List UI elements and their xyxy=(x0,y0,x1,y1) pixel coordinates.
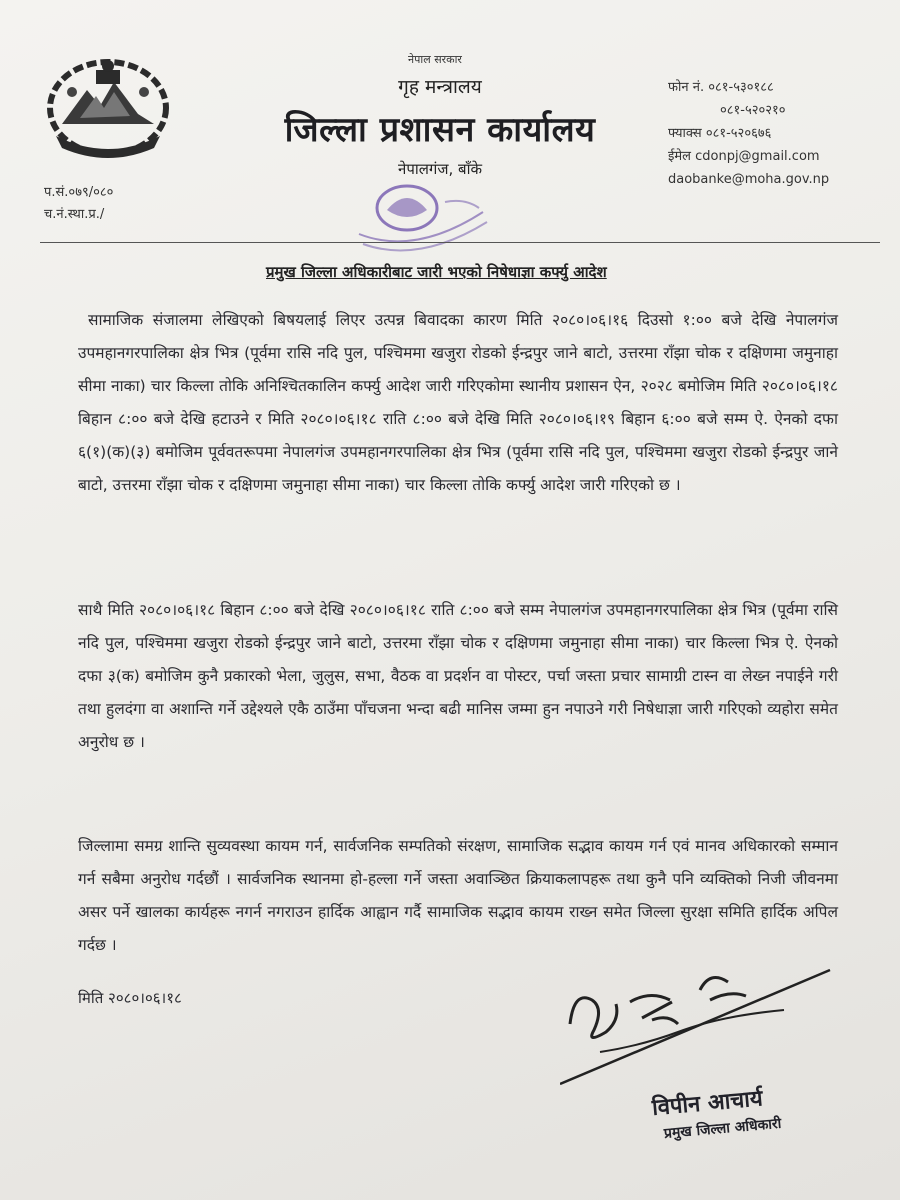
letterhead xyxy=(230,52,650,179)
email-1: ईमेल cdonpj@gmail.com xyxy=(668,149,820,164)
office-stamp-icon xyxy=(345,172,495,264)
paragraph-1: सामाजिक संजालमा लेखिएको बिषयलाई लिएर उत्पन्न बिवादका कारण मिति २०८०।०६।१६ दिउसो १:०० बजे देखि नेपालगंज उपमहानगरपालिका क्षेत्र भित्र (पूर्वमा रासि नदि पुल, पश्चिममा खजुरा रोडको ईन्द्रपुर जाने बाटो, उत्तरमा राँझा चोक र दक्षिणमा जमुनाहा सीमा नाका) चार किल्ला तोकि अनिश्चितकालिन कर्फ्यु आदेश जारी गरिएकोमा स्थानीय प्रशासन ऐन, २०२८ बमोजिम मिति २०८०।०६।१८ बिहान ८:०० बजे देखि हटाउने र मिति २०८०।०६।१८ राति ८:०० बजे देखि मिति २०८०।०६।१९ बिहान ६:०० बजे सम्म ऐ. ऐनको दफा ६(१)(क)(३) बमोजिम पूर्ववतरूपमा नेपालगंज उपमहानगरपालिका क्षेत्र भित्र (पूर्वमा रासि नदि पुल, पश्चिममा खजुरा रोडको ईन्द्रपुर जाने बाटो, उत्तरमा राँझा चोक र दक्षिणमा जमुनाहा सीमा नाका) चार किल्ला तोकि कर्फ्यु आदेश जारी गरिएको छ । xyxy=(78,310,838,494)
issue-date: मिति २०८०।०६।१८ xyxy=(78,989,182,1007)
reference-block xyxy=(44,182,113,226)
email-2: daobanke@moha.gov.np xyxy=(668,172,830,187)
fax-number: फ्याक्स ०८१-५२०६७६ xyxy=(668,126,772,141)
signatory-title: प्रमुख जिल्ला अधिकारी xyxy=(663,1115,782,1142)
office-name: जिल्ला प्रशासन कार्यालय xyxy=(284,110,596,150)
signatory-name: विपीन आचार्य xyxy=(651,1086,764,1121)
phone-number-2: ०८१-५२०२१० xyxy=(720,103,786,118)
letter-number: प.सं.०७९/०८० xyxy=(44,185,114,200)
subject-line: प्रमुख जिल्ला अधिकारीबाट जारी भएको निषेधाज्ञा कर्फ्यु आदेश xyxy=(266,263,607,281)
dispatch-number: च.नं.स्था.प्र./ xyxy=(44,207,105,222)
office-location: नेपालगंज, बाँके xyxy=(398,160,482,178)
contact-block xyxy=(668,76,888,191)
ministry-name: गृह मन्त्रालय xyxy=(398,76,482,98)
paragraph-3: जिल्लामा समग्र शान्ति सुव्यवस्था कायम गर्न, सार्वजनिक सम्पतिको संरक्षण, सामाजिक सद्भाव कायम गर्न एवं मानव अधिकारको सम्मान गर्न सबैमा अनुरोध गर्दछौं । सार्वजनिक स्थानमा हो-हल्ला गर्ने जस्ता अवाञ्छित क्रियाकलापहरू तथा कुनै पनि व्यक्तिको निजी जीवनमा असर पर्ने खालका कार्यहरू नगर्न नगराउन हार्दिक आह्वान गर्दै सामाजिक सद्भाव कायम राख्न समेत जिल्ला सुरक्षा समिति हार्दिक अपिल गर्दछ । xyxy=(78,836,838,954)
paragraph-2: साथै मिति २०८०।०६।१८ बिहान ८:०० बजे देखि २०८०।०६।१८ राति ८:०० बजे सम्म नेपालगंज उपमहानगरपालिका क्षेत्र भित्र (पूर्वमा रासि नदि पुल, पश्चिममा खजुरा रोडको ईन्द्रपुर जाने बाटो, उत्तरमा राँझा चोक र दक्षिणमा जमुनाहा सीमा नाका) चार किल्ला भित्र ऐ. ऐनको दफा ३(क) बमोजिम कुनै प्रकारको भेला, जुलुस, सभा, वैठक वा प्रदर्शन वा पोस्टर, पर्चा जस्ता प्रचार सामाग्री टास्न वा लेख्न नपाईने गरी तथा हुलदंगा वा अशान्ति गर्ने उद्देश्यले एकै ठाउँमा पाँचजना भन्दा बढी मानिस जम्मा हुन नपाउने गरी निषेधाज्ञा जारी गरिएको व्यहोरा समेत अनुरोध छ । xyxy=(78,600,838,751)
signature-icon xyxy=(560,960,850,1090)
nepal-emblem-icon xyxy=(42,52,174,162)
phone-number-1: फोन नं. ०८१-५३०१८८ xyxy=(668,80,774,95)
header-divider xyxy=(40,242,880,243)
government-label: नेपाल सरकार xyxy=(408,53,462,66)
